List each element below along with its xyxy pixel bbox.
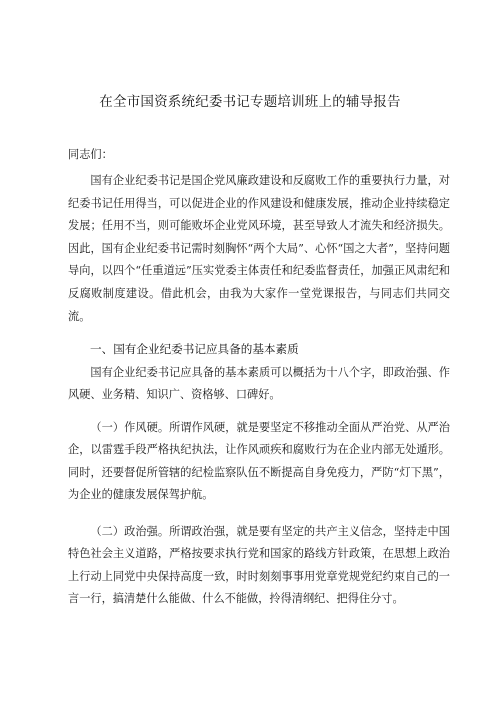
salutation: 同志们： <box>68 148 113 161</box>
section-heading: 一、国有企业纪委书记应具备的基本素质 <box>90 342 299 356</box>
document-title: 在全市国资系统纪委书记专题培训班上的辅导报告 <box>99 94 401 110</box>
section-paragraph-politics: （二）政治强。所谓政治强，就是要有坚定的共产主义信念，坚持走中国特色社会主义道路，严格按要求执行党和国家的路线方针政策，在思想上政治上行动上同党中央保持高度一致，时时刻刻事事用党章党规党纪约束自己的一言一行，搞清楚什么能做、什么不能做，拎得清纲纪、把得住分寸。 <box>68 525 450 606</box>
intro-paragraph: 国有企业纪委书记是国企党风廉政建设和反腐败工作的重要执行力量，对纪委书记任用得当，可以促进企业的作风建设和健康发展，推动企业持续稳定发展；任用不当，则可能败坏企业党风环境，甚至导致人才流失和经济损失。因此，国有企业纪委书记需时刻胸怀“两个大局”、心怀“国之大者”，坚持问题导向，以四个“任重道远”压实党委主体责任和纪委监督责任，加强正风肃纪和反腐败制度建设。借此机会，由我为大家作一堂党课报告，与同志们共同交流。 <box>68 174 450 323</box>
section-paragraph-overview: 国有企业纪委书记应具备的基本素质可以概括为十八个字，即政治强、作风硬、业务精、知识广、资格够、口碑好。 <box>68 366 450 402</box>
section-paragraph-style: （一）作风硬。所谓作风硬，就是要坚定不移推动全面从严治党、从严治企，以雷霆手段严格执纪执法，让作风顽疾和腐败行为在企业内部无处遁形。同时，还要督促所管辖的纪检监察队伍不断提高自身免疫力，严防“灯下黑”，为企业的健康发展保驾护航。 <box>68 421 450 502</box>
